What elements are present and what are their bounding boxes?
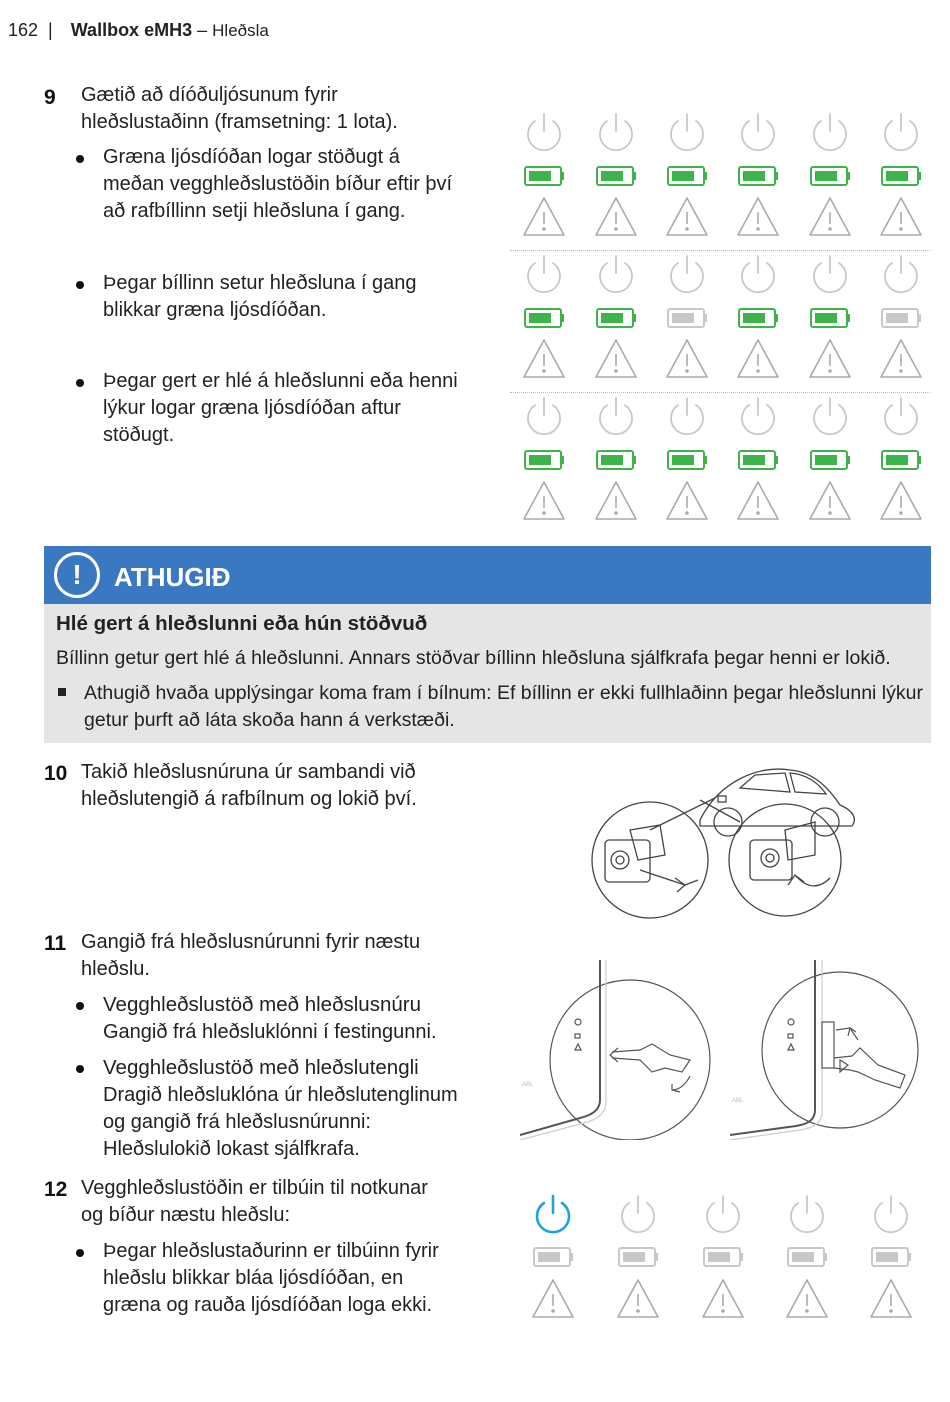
power-icon — [814, 256, 846, 292]
power-icon — [671, 256, 703, 292]
warning-icon — [881, 482, 921, 519]
led-status-grid — [510, 110, 930, 530]
car-unplug-illustration — [590, 760, 860, 920]
power-icon — [600, 398, 632, 434]
battery-icon — [811, 451, 850, 469]
power-icon — [875, 1196, 907, 1232]
power-icon — [528, 256, 560, 292]
led-status-grid — [520, 1190, 930, 1330]
note-subheading: Hlé gert á hleðslunni eða hún stöðvuð — [56, 612, 428, 635]
header-dash: – — [197, 20, 208, 40]
bullet-text: Græna ljósdíóðan logar stöðugt á meðan vegghleðslustöðin bíður eftir því að rafbíllinn setji hleðsluna í gang. — [103, 146, 453, 222]
power-icon — [791, 1196, 823, 1232]
battery-icon — [882, 167, 921, 185]
battery-icon — [811, 167, 850, 185]
warning-icon — [810, 482, 850, 519]
battery-icon — [872, 1248, 911, 1266]
battery-icon — [525, 167, 564, 185]
battery-icon — [739, 309, 778, 327]
list-item — [103, 1238, 453, 1319]
warning-icon — [738, 198, 778, 235]
battery-icon — [534, 1248, 573, 1266]
power-icon — [671, 114, 703, 150]
note-header — [44, 546, 931, 604]
step-text: Vegghleðslustöðin er tilbúin til notkunar og bíður næstu hleðslu: — [81, 1177, 428, 1226]
warning-icon — [703, 1280, 743, 1317]
step-text: Gangið frá hleðslusnúrunni fyrir næstu hleðslu. — [81, 931, 421, 980]
battery-icon — [668, 451, 707, 469]
power-icon — [885, 114, 917, 150]
bullet-dot — [76, 1065, 84, 1073]
battery-icon — [619, 1248, 658, 1266]
battery-icon — [739, 167, 778, 185]
exclamation-icon: ! — [54, 552, 100, 598]
bullet-text: Þegar hleðslustaðurinn er tilbúinn fyrir hleðslu blikkar bláa ljósdíóðan, en græna og rauða ljósdíóðan loga ekki. — [103, 1240, 439, 1316]
bullet-dot — [76, 155, 84, 163]
wallbox-cable-illustration — [520, 960, 720, 1140]
bullet-title: Vegghleðslustöð með hleðslutengli — [103, 1056, 419, 1079]
warning-icon — [596, 482, 636, 519]
bullet-dot — [76, 1002, 84, 1010]
header-separator: | — [48, 20, 53, 40]
battery-icon — [668, 309, 707, 327]
battery-icon — [668, 167, 707, 185]
warning-icon — [738, 340, 778, 377]
warning-icon — [667, 482, 707, 519]
note-heading: ATHUGIÐ — [114, 562, 231, 592]
note-body — [44, 604, 931, 743]
bullet-dot — [76, 1249, 84, 1257]
step-number: 12 — [44, 1178, 68, 1201]
power-icon — [814, 398, 846, 434]
step-number: 11 — [44, 932, 67, 955]
page-number: 162 — [8, 20, 39, 40]
step-number: 10 — [44, 762, 68, 785]
step-text: Takið hleðslusnúruna úr sambandi við hleðslutengið á rafbílnum og lokið því. — [81, 761, 417, 810]
warning-icon — [596, 340, 636, 377]
warning-icon — [810, 198, 850, 235]
battery-icon — [811, 309, 850, 327]
step-number: 9 — [44, 86, 56, 109]
warning-icon — [524, 340, 564, 377]
power-icon — [537, 1196, 569, 1232]
wallbox-logo: ABL — [522, 1082, 534, 1088]
battery-icon — [704, 1248, 743, 1266]
power-icon — [742, 114, 774, 150]
warning-icon — [881, 198, 921, 235]
divider — [510, 392, 930, 393]
bullet-text: Gangið frá hleðsluklónni í festingunni. — [103, 1021, 437, 1043]
battery-icon — [739, 451, 778, 469]
bullet-dot — [76, 281, 84, 289]
warning-icon — [524, 198, 564, 235]
battery-icon — [597, 167, 636, 185]
square-bullet — [58, 688, 66, 696]
power-icon — [742, 256, 774, 292]
warning-icon — [871, 1280, 911, 1317]
power-icon — [671, 398, 703, 434]
battery-icon — [788, 1248, 827, 1266]
warning-icon — [738, 482, 778, 519]
divider — [510, 250, 930, 251]
bullet-text: Þegar gert er hlé á hleðslunni eða henni lýkur logar græna ljósdíóðan aftur stöðugt. — [103, 370, 458, 446]
step-text: Gætið að díóðuljósunum fyrir hleðslustaðinn (framsetning: 1 lota). — [81, 84, 398, 133]
note-bullet: Athugið hvaða upplýsingar koma fram í bílnum: Ef bíllinn er ekki fullhlaðinn þegar hleðslunni lýkur getur þurft að láta skoða hann á verkstæði. — [84, 682, 923, 731]
list-item — [103, 991, 473, 1046]
power-icon — [528, 114, 560, 150]
warning-icon — [881, 340, 921, 377]
warning-icon — [533, 1280, 573, 1317]
battery-icon — [525, 309, 564, 327]
power-icon — [600, 114, 632, 150]
battery-icon — [882, 309, 921, 327]
list-item — [103, 1054, 473, 1163]
power-icon — [600, 256, 632, 292]
warning-icon — [618, 1280, 658, 1317]
manual-title: Wallbox eMH3 — [70, 20, 193, 40]
section-title: Hleðsla — [212, 21, 269, 40]
bullet-dot — [76, 379, 84, 387]
warning-icon — [667, 340, 707, 377]
bullet-text: Dragið hleðsluklóna úr hleðslutenglinum og gangið frá hleðslusnúrunni: Hleðslulokið lokast sjálfkrafa. — [103, 1084, 458, 1160]
battery-icon — [525, 451, 564, 469]
power-icon — [742, 398, 774, 434]
warning-icon — [787, 1280, 827, 1317]
battery-icon — [882, 451, 921, 469]
list-item — [103, 270, 473, 324]
list-item — [103, 144, 463, 225]
page-header — [8, 20, 269, 41]
power-icon — [528, 398, 560, 434]
wallbox-logo: ABL — [732, 1098, 744, 1104]
bullet-title: Vegghleðslustöð með hleðslusnúru — [103, 993, 421, 1016]
battery-icon — [597, 451, 636, 469]
warning-icon — [524, 482, 564, 519]
battery-icon — [597, 309, 636, 327]
warning-icon — [596, 198, 636, 235]
wallbox-socket-illustration — [730, 960, 930, 1140]
power-icon — [885, 256, 917, 292]
list-item — [103, 368, 473, 449]
power-icon — [814, 114, 846, 150]
warning-icon — [810, 340, 850, 377]
warning-icon — [667, 198, 707, 235]
power-icon — [622, 1196, 654, 1232]
bullet-text: Þegar bíllinn setur hleðsluna í gang blikkar græna ljósdíóðan. — [103, 272, 417, 321]
power-icon — [707, 1196, 739, 1232]
note-paragraph: Bíllinn getur gert hlé á hleðslunni. Annars stöðvar bíllinn hleðsluna sjálfkrafa þegar henni er lokið. — [56, 647, 891, 669]
power-icon — [885, 398, 917, 434]
